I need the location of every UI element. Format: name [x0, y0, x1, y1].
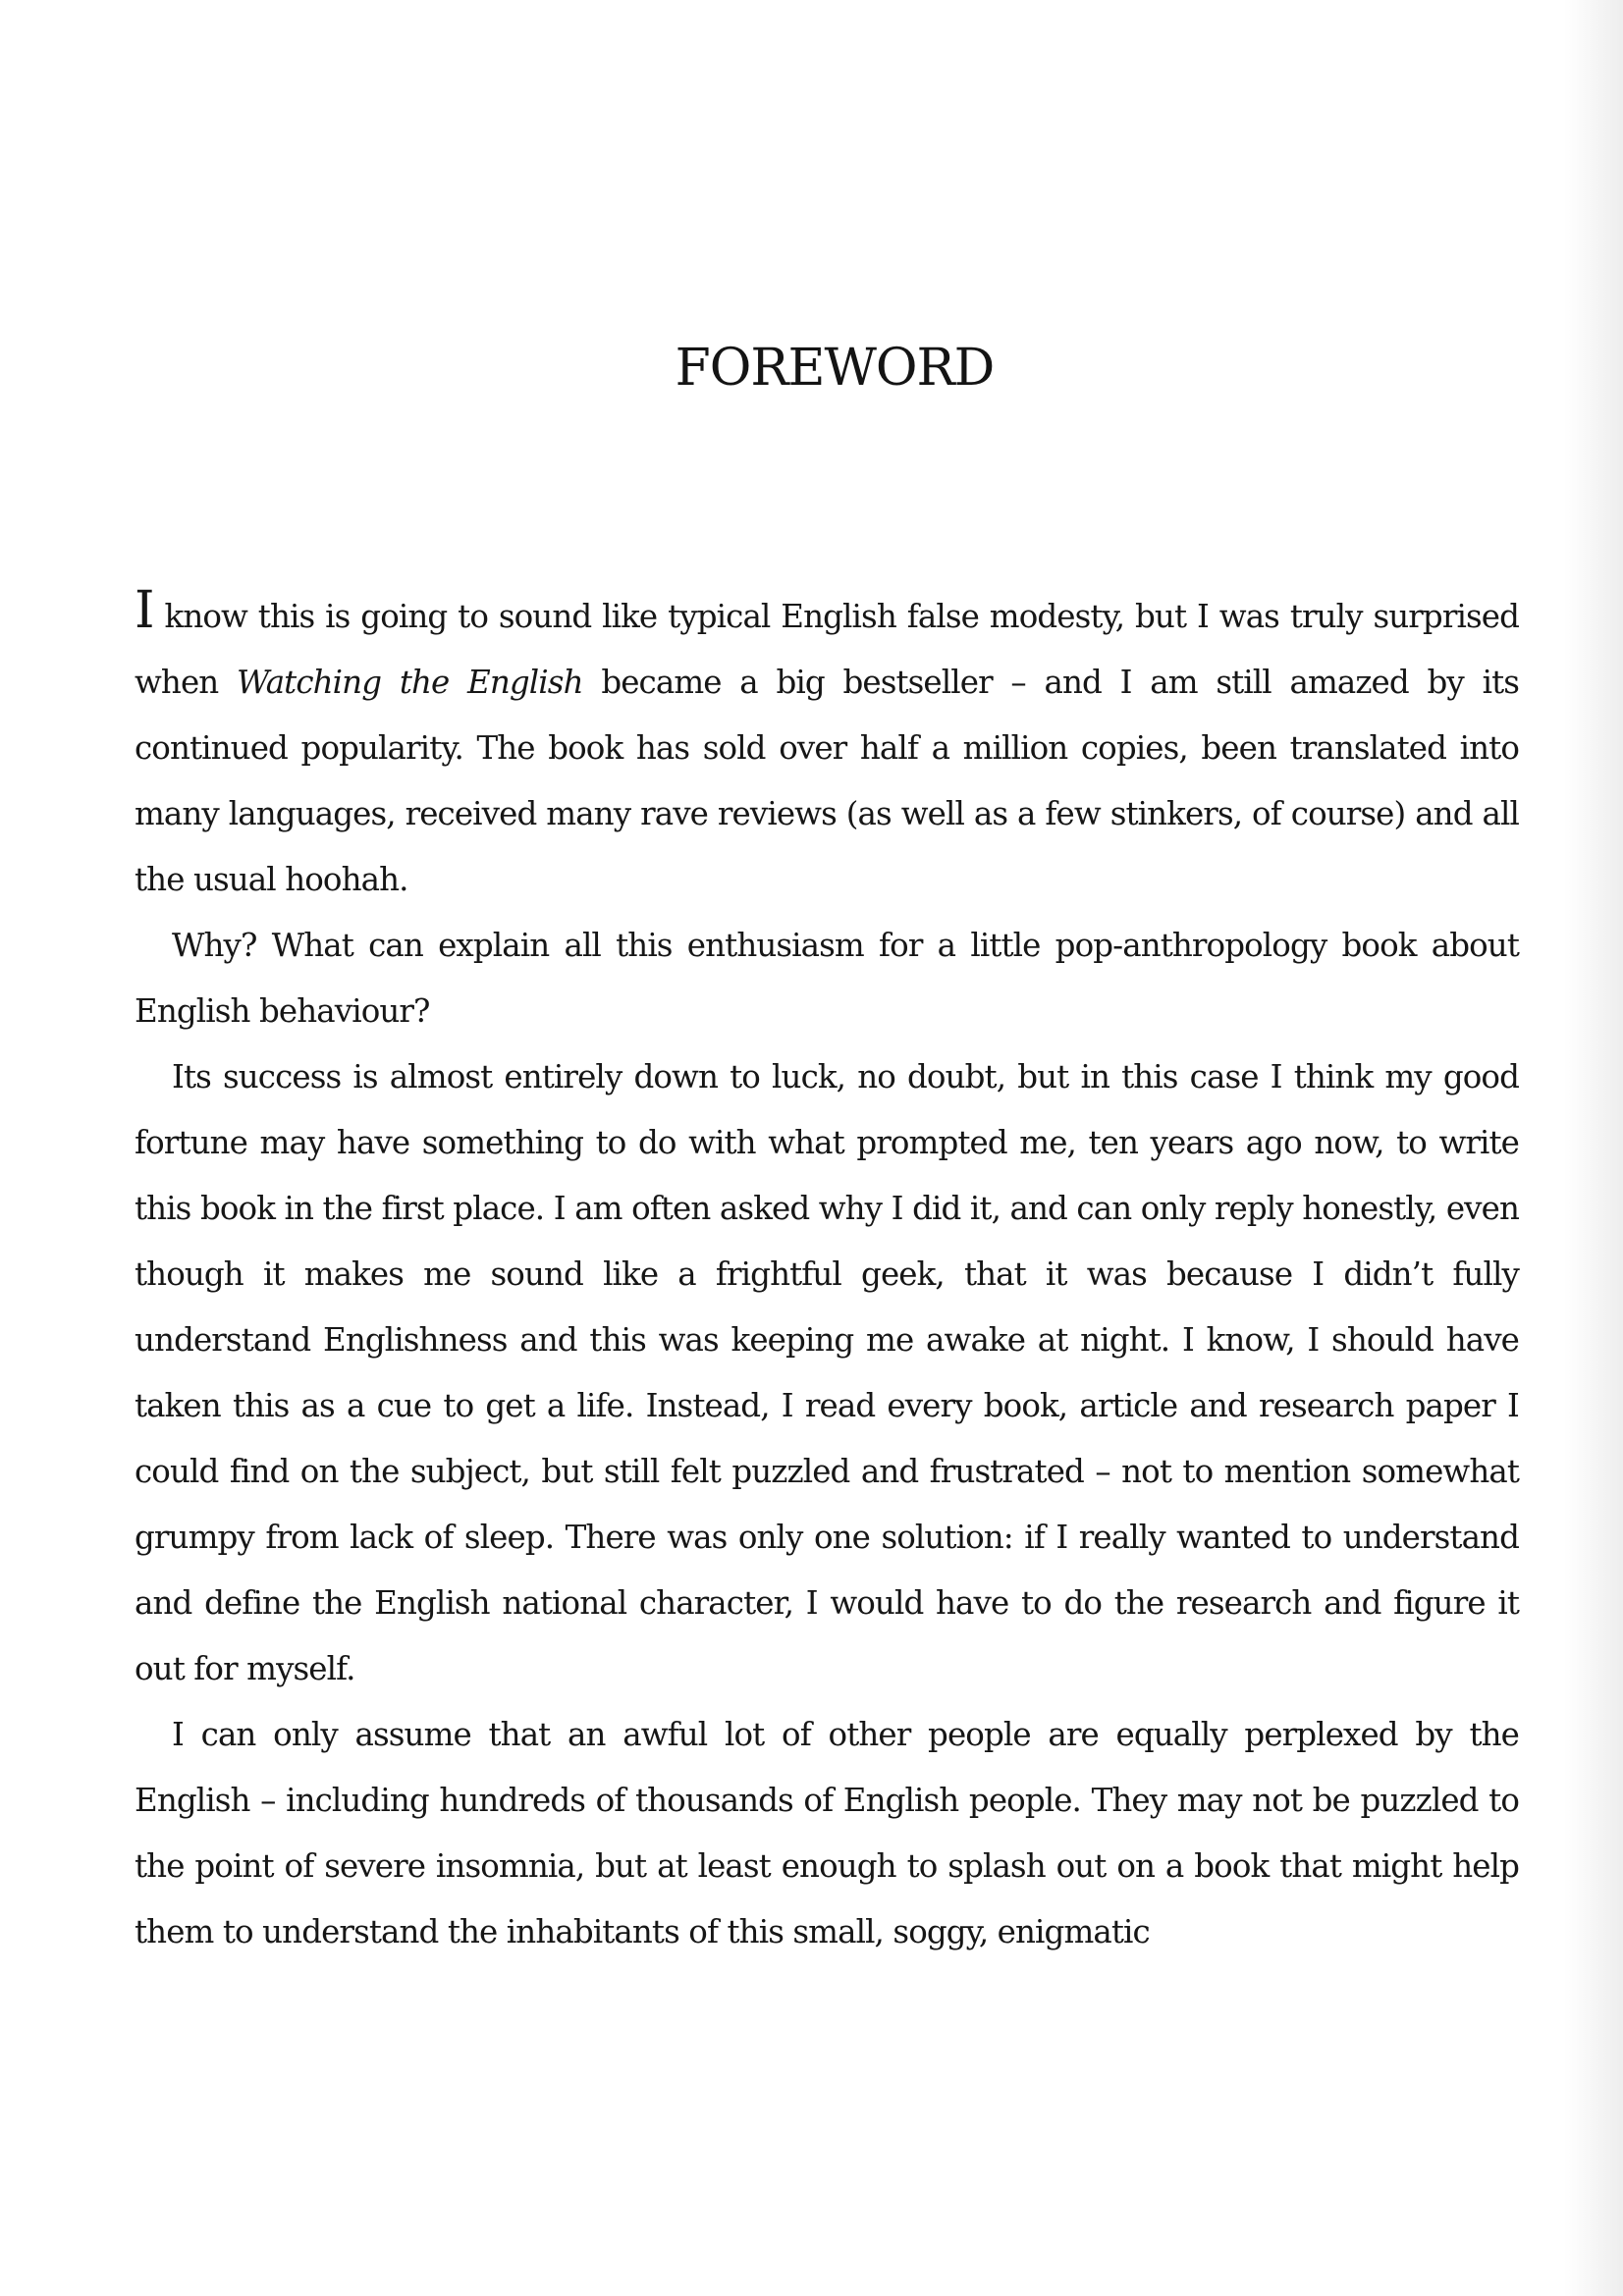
paragraph-2: Why? What can explain all this enthusiasm for a little pop-anthropology book about English behaviour?	[135, 927, 1519, 1030]
paragraph-3: Its success is almost entirely down to luck, no doubt, but in this case I think my good fortune may have something to do with what prompted me, ten years ago now, to write this book in the first place. I am often asked why I did it, and can only reply honestly, even though it makes me sound like a frightful geek, that it was because I didn’t fully understand Englishness and this was keeping me awake at night. I know, I should have taken this as a cue to get a life. Instead, I read every book, article and research paper I could find on the subject, but still felt puzzled and frustrated – not to mention somewhat grumpy from lack of sleep. There was only one solution: if I really wanted to understand and define the English national character, I would have to do the research and figure it out for myself.	[135, 1058, 1519, 1687]
foreword-body	[135, 581, 1520, 1965]
paragraph-1	[135, 581, 1520, 913]
drop-cap: I	[135, 581, 154, 640]
chapter-heading: FOREWORD	[675, 339, 995, 398]
paragraph-1-text-end: became a big bestseller – and I am still amazed by its continued popularity. The book has sold over half a million copies, been translated into many languages, received many rave reviews (as well as a few stinkers, of course) and all the usual hoohah.	[135, 664, 1520, 898]
book-title-italic: Watching the English	[237, 664, 583, 701]
paragraph-4: I can only assume that an awful lot of other people are equally perplexed by the English – including hundreds of thousands of English people. They may not be puzzled to the point of severe insomnia, but at least enough to splash out on a book that might help them to understand the inhabitants of this small, soggy, enigmatic	[135, 1716, 1519, 1950]
paragraph-1-text-start: know this is going to sound like typical English false modesty, but I was truly surprised when	[135, 598, 1519, 701]
